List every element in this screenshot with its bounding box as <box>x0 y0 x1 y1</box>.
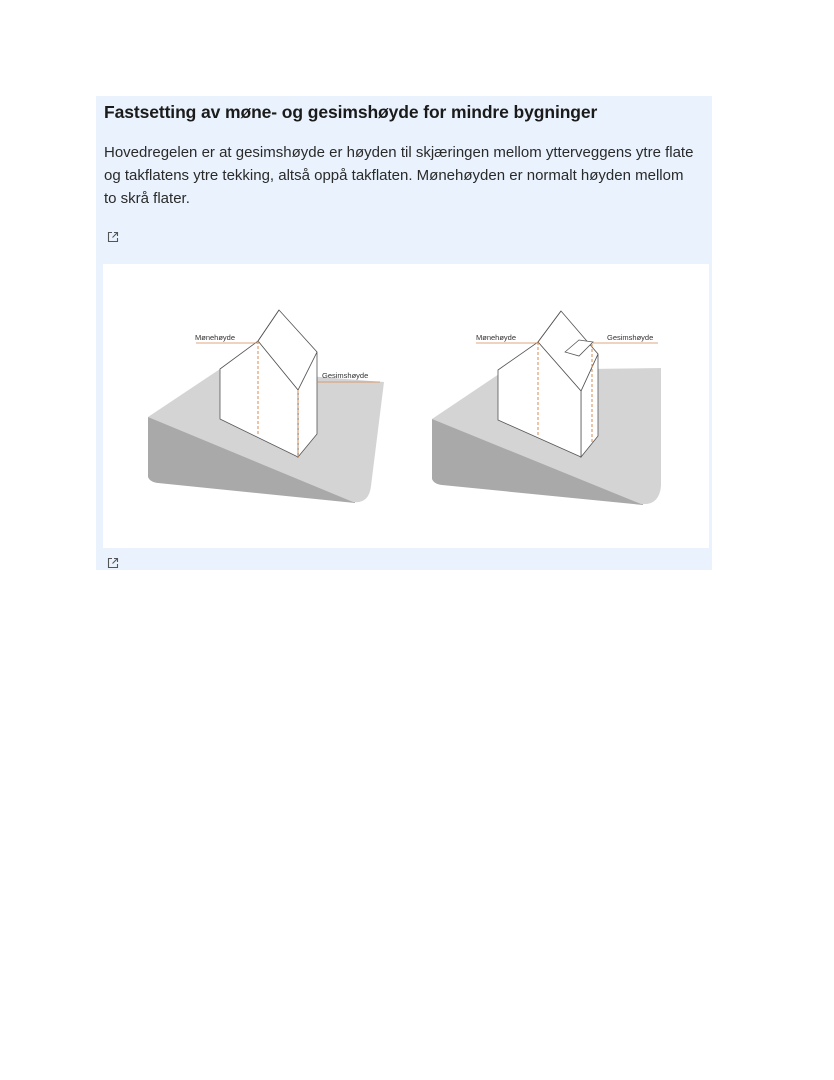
illustration-gable-house <box>148 310 384 503</box>
card-title: Fastsetting av møne- og gesimshøyde for mindre bygninger <box>104 102 598 122</box>
ridge-height-label: Mønehøyde <box>476 333 517 342</box>
card-description: Hovedregelen er at gesimshøyde er høyden til skjæringen mellom ytterveggens ytre flate og takflatens ytre tekking, altså oppå takflaten. Mønehøyden er normalt høyden mellom to skrå flater. <box>104 144 694 207</box>
external-link-icon[interactable] <box>106 556 120 570</box>
eave-height-label: Gesimshøyde <box>322 371 369 380</box>
eave-height-label: Gesimshøyde <box>607 333 654 342</box>
height-illustration <box>103 264 709 548</box>
external-link-icon[interactable] <box>106 230 120 244</box>
ridge-height-label: Mønehøyde <box>195 333 236 342</box>
info-card <box>96 96 712 570</box>
illustration-house-with-parapet <box>432 311 661 505</box>
